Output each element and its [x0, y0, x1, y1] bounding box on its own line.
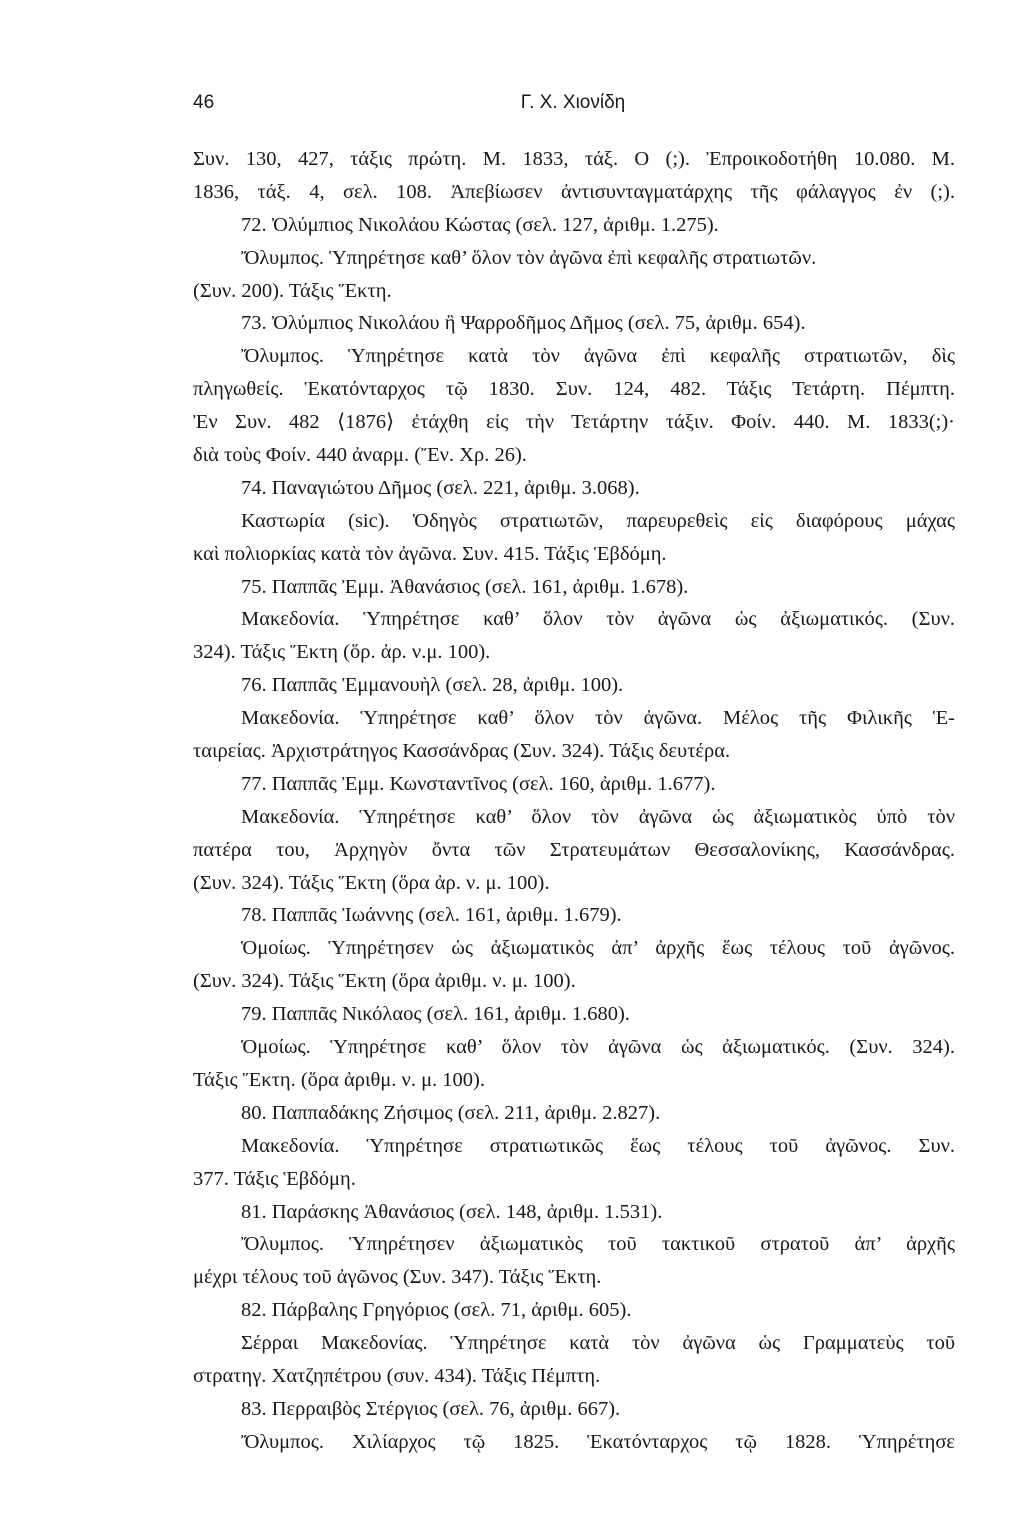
- text-line: Μακεδονία. Ὑπηρέτησε καθ’ ὅλον τὸν ἀγῶνα ὡς ἀξιωματικός. (Συν.: [241, 608, 955, 631]
- text-line: Καστωρία (sic). Ὁδηγὸς στρατιωτῶν, παρευρεθεὶς εἰς διαφόρους μάχας: [241, 509, 955, 532]
- text-line: (Συν. 200). Τάξις Ἕκτη.: [193, 279, 392, 302]
- text-line: πατέρα του, Ἀρχηγὸν ὄντα τῶν Στρατευμάτων Θεσσαλονίκης, Κασσάνδρας.: [193, 838, 955, 861]
- text-line: 73. Ὀλύμπιος Νικολάου ἢ Ψαρροδῆμος Δῆμος (σελ. 75, ἀριθμ. 654).: [241, 312, 806, 335]
- text-line: 82. Πάρβαλης Γρηγόριος (σελ. 71, ἀριθμ. 605).: [241, 1299, 632, 1322]
- text-line: Ὄλυμπος. Ὑπηρέτησεν ἀξιωματικὸς τοῦ τακτικοῦ στρατοῦ ἀπ’ ἀρχῆς: [241, 1233, 955, 1256]
- text-line: Ὁμοίως. Ὑπηρέτησε καθ’ ὅλον τὸν ἀγῶνα ὡς ἀξιωματικός. (Συν. 324).: [241, 1036, 955, 1059]
- text-line: στρατηγ. Χατζηπέτρου (συν. 434). Τάξις Πέμπτη.: [193, 1364, 601, 1387]
- running-head: Γ. Χ. Χιονίδη: [520, 92, 626, 113]
- text-line: Ἐν Συν. 482 ⟨1876⟩ ἐτάχθη εἰς τὴν Τετάρτην τάξιν. Φοίν. 440. Μ. 1833(;)·: [193, 411, 955, 434]
- text-line: 75. Παππᾶς Ἐμμ. Ἀθανάσιος (σελ. 161, ἀριθμ. 1.678).: [241, 575, 689, 598]
- text-line: Μακεδονία. Ὑπηρέτησε καθ’ ὅλον τὸν ἀγῶνα ὡς ἀξιωματικὸς ὑπὸ τὸν: [241, 805, 955, 828]
- text-line: Ὄλυμπος. Ὑπηρέτησε καθ’ ὅλον τὸν ἀγῶνα ἐπὶ κεφαλῆς στρατιωτῶν.: [241, 246, 817, 269]
- text-line: Ὄλυμπος. Χιλίαρχος τῷ 1825. Ἑκατόνταρχος τῷ 1828. Ὑπηρέτησε: [241, 1430, 955, 1453]
- text-line: 79. Παππᾶς Νικόλαος (σελ. 161, ἀριθμ. 1.680).: [241, 1003, 630, 1026]
- text-line: καὶ πολιορκίας κατὰ τὸν ἀγῶνα. Συν. 415. Τάξις Ἑβδόμη.: [193, 542, 667, 565]
- page-number: 46: [193, 92, 215, 113]
- text-line: (Συν. 324). Τάξις Ἕκτη (ὅρα ἀριθμ. ν. μ. 100).: [193, 970, 576, 993]
- text-line: 74. Παναγιώτου Δῆμος (σελ. 221, ἀριθμ. 3.068).: [241, 476, 640, 499]
- text-line: Μακεδονία. Ὑπηρέτησε στρατιωτικῶς ἕως τέλους τοῦ ἀγῶνος. Συν.: [241, 1134, 955, 1157]
- text-line: μέχρι τέλους τοῦ ἀγῶνος (Συν. 347). Τάξις Ἕκτη.: [193, 1266, 602, 1289]
- text-line: Σέρραι Μακεδονίας. Ὑπηρέτησε κατὰ τὸν ἀγῶνα ὡς Γραμματεὺς τοῦ: [241, 1332, 955, 1355]
- text-line: Μακεδονία. Ὑπηρέτησε καθ’ ὅλον τὸν ἀγῶνα. Μέλος τῆς Φιλικῆς Ἑ-: [241, 707, 955, 730]
- text-line: Ὁμοίως. Ὑπηρέτησεν ὡς ἀξιωματικὸς ἀπ’ ἀρχῆς ἕως τέλους τοῦ ἀγῶνος.: [241, 937, 955, 960]
- text-line: (Συν. 324). Τάξις Ἕκτη (ὅρα ἀρ. ν. μ. 100).: [193, 871, 550, 894]
- body-text: [193, 143, 955, 1459]
- text-line: 1836, τάξ. 4, σελ. 108. Ἀπεβίωσεν ἀντισυνταγματάρχης τῆς φάλαγγος ἐν (;).: [193, 180, 955, 203]
- text-line: Τάξις Ἕκτη. (ὅρα ἀριθμ. ν. μ. 100).: [193, 1068, 486, 1091]
- text-line: 76. Παππᾶς Ἐμμανουὴλ (σελ. 28, ἀριθμ. 100).: [241, 674, 624, 697]
- text-line: Ὄλυμπος. Ὑπηρέτησε κατὰ τὸν ἀγῶνα ἐπὶ κεφαλῆς στρατιωτῶν, δὶς: [241, 345, 955, 368]
- text-line: 77. Παππᾶς Ἐμμ. Κωνσταντῖνος (σελ. 160, ἀριθμ. 1.677).: [241, 772, 716, 795]
- text-line: 72. Ὀλύμπιος Νικολάου Κώστας (σελ. 127, ἀριθμ. 1.275).: [241, 213, 719, 236]
- text-line: 377. Τάξις Ἑβδόμη.: [193, 1167, 356, 1190]
- text-line: 78. Παππᾶς Ἰωάννης (σελ. 161, ἀριθμ. 1.679).: [241, 904, 622, 927]
- text-line: 83. Περραιβὸς Στέργιος (σελ. 76, ἀριθμ. 667).: [241, 1397, 621, 1420]
- text-line: ταιρείας. Ἀρχιστράτηγος Κασσάνδρας (Συν. 324). Τάξις δευτέρα.: [193, 740, 731, 763]
- text-line: Συν. 130, 427, τάξις πρώτη. Μ. 1833, τάξ. Ο (;). Ἐπροικοδοτήθη 10.080. Μ.: [193, 148, 955, 170]
- text-line: 80. Παππαδάκης Ζήσιμος (σελ. 211, ἀριθμ. 2.827).: [241, 1101, 661, 1124]
- text-line: πληγωθείς. Ἑκατόνταρχος τῷ 1830. Συν. 124, 482. Τάξις Τετάρτη. Πέμπτη.: [193, 378, 955, 401]
- page-header: [193, 92, 953, 122]
- text-line: 81. Παράσκης Ἀθανάσιος (σελ. 148, ἀριθμ. 1.531).: [241, 1200, 663, 1223]
- text-line: διὰ τοὺς Φοίν. 440 ἀναρμ. (Ἔν. Χρ. 26).: [193, 444, 527, 467]
- text-line: 324). Τάξις Ἕκτη (ὅρ. ἀρ. ν.μ. 100).: [193, 641, 491, 664]
